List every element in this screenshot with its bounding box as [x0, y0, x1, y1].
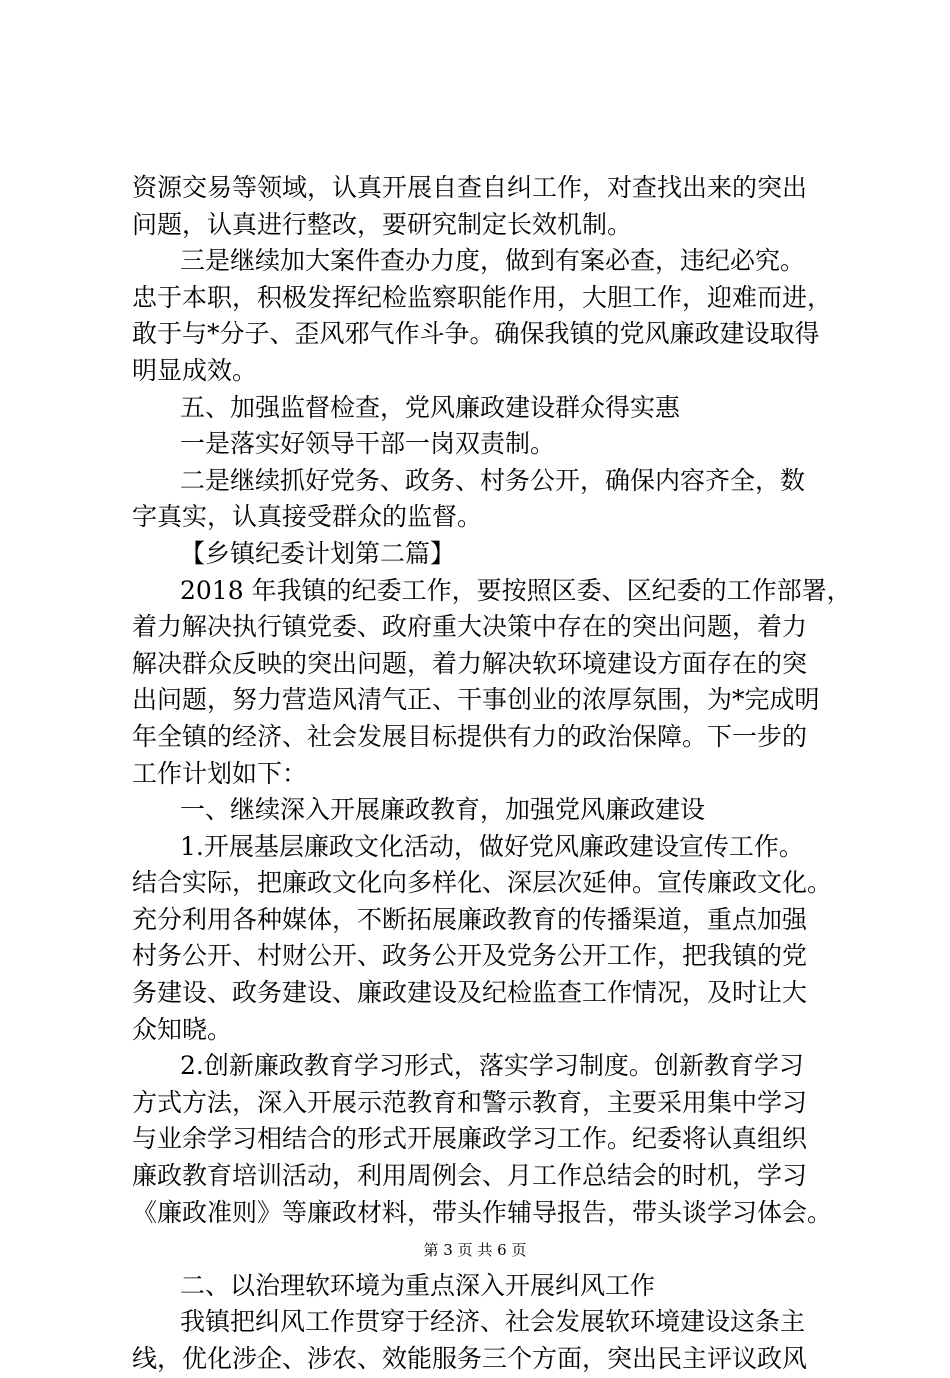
text-line: 方式方法，深入开展示范教育和警示教育，主要采用集中学习 [132, 1087, 808, 1117]
text-line: 出问题，努力营造风清气正、干事创业的浓厚氛围，为*完成明 [132, 685, 820, 715]
text-line: 二是继续抓好党务、政务、村务公开，确保内容齐全，数 [180, 465, 806, 495]
text-line: 2018 年我镇的纪委工作，要按照区委、区纪委的工作部署， [180, 575, 852, 605]
text-line: 年全镇的经济、社会发展目标提供有力的政治保障。下一步的 [132, 721, 808, 751]
text-line: 敢于与*分子、歪风邪气作斗争。确保我镇的党风廉政建设取得 [132, 319, 820, 349]
text-line: 工作计划如下： [132, 758, 308, 788]
text-line: 一是落实好领导干部一岗双责制。 [180, 429, 556, 459]
text-line: 线，优化涉企、涉农、效能服务三个方面，突出民主评议政风 [132, 1344, 808, 1373]
text-line: 村务公开、村财公开、政务公开及党务公开工作，把我镇的党 [132, 941, 808, 971]
document-body [132, 170, 852, 1378]
text-line: 明显成效。 [132, 355, 258, 385]
text-line: 与业余学习相结合的形式开展廉政学习工作。纪委将认真组织 [132, 1124, 808, 1154]
text-line: 我镇把纠风工作贯穿于经济、社会发展软环境建设这条主 [180, 1307, 806, 1337]
text-line: 【乡镇纪委计划第二篇】 [180, 538, 456, 568]
text-line: 着力解决执行镇党委、政府重大决策中存在的突出问题，着力 [132, 612, 808, 642]
text-line: 充分利用各种媒体，不断拓展廉政教育的传播渠道，重点加强 [132, 904, 808, 934]
text-line: 结合实际，把廉政文化向多样化、深层次延伸。宣传廉政文化。 [132, 868, 833, 898]
text-line: 廉政教育培训活动，利用周例会、月工作总结会的时机，学习 [132, 1161, 808, 1191]
page-footer: 第 3 页 共 6 页 [423, 1241, 527, 1259]
text-line: 忠于本职，积极发挥纪检监察职能作用，大胆工作，迎难而进， [132, 282, 833, 312]
text-line: 解决群众反映的突出问题，着力解决软环境建设方面存在的突 [132, 648, 808, 678]
text-line: 字真实，认真接受群众的监督。 [132, 502, 483, 532]
text-line: 资源交易等领域，认真开展自查自纠工作，对查找出来的突出 [132, 173, 808, 202]
text-line: 一、继续深入开展廉政教育，加强党风廉政建设 [180, 795, 706, 825]
text-line: 1.开展基层廉政文化活动，做好党风廉政建设宣传工作。 [180, 831, 804, 861]
text-line: 二、以治理软环境为重点深入开展纠风工作 [180, 1270, 656, 1300]
text-line: 务建设、政务建设、廉政建设及纪检监查工作情况，及时让大 [132, 978, 808, 1008]
text-line: 《廉政准则》等廉政材料，带头作辅导报告，带头谈学习体会。 [132, 1197, 833, 1227]
text-line: 2.创新廉政教育学习形式，落实学习制度。创新教育学习 [180, 1051, 804, 1081]
text-line: 问题，认真进行整改，要研究制定长效机制。 [132, 209, 633, 239]
text-line: 五、加强监督检查，党风廉政建设群众得实惠 [180, 392, 681, 422]
text-line: 三是继续加大案件查办力度，做到有案必查，违纪必究。 [180, 246, 806, 276]
text-line: 众知晓。 [132, 1014, 233, 1044]
